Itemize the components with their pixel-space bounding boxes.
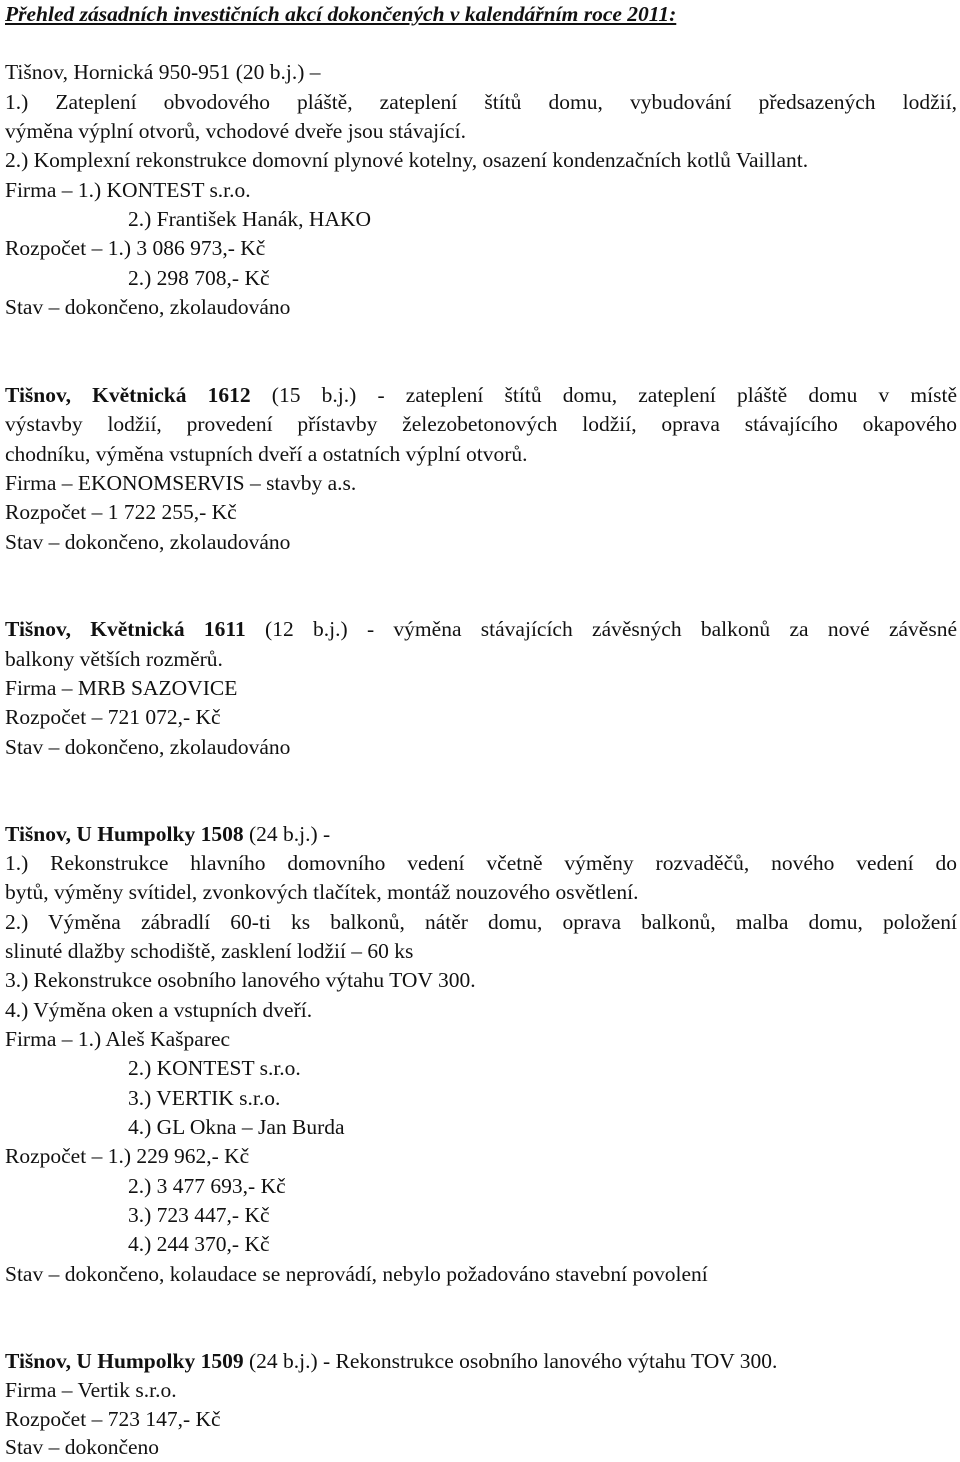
project-text-line: 2.) Výměna zábradlí 60-ti ks balkonů, nátěr domu, oprava balkonů, malba domu, položení — [5, 910, 957, 934]
budget-line: 3.) 723 447,- Kč — [128, 1203, 270, 1227]
project-text-line: chodníku, výměna vstupních dveří a ostatních výplní otvorů. — [5, 442, 528, 466]
contractor-line: Firma – Vertik s.r.o. — [5, 1378, 177, 1402]
budget-line: Rozpočet – 721 072,- Kč — [5, 705, 221, 729]
budget-line: 4.) 244 370,- Kč — [128, 1232, 270, 1256]
budget-line: Rozpočet – 1.) 229 962,- Kč — [5, 1144, 250, 1168]
contractor-line: Firma – MRB SAZOVICE — [5, 676, 238, 700]
budget-line: Rozpočet – 1.) 3 086 973,- Kč — [5, 236, 266, 260]
project-description: (15 b.j.) - zateplení štítů domu, zateplení pláště domu v místě — [250, 383, 957, 407]
status-line: Stav – dokončeno, zkolaudováno — [5, 735, 291, 759]
contractor-line: Firma – 1.) KONTEST s.r.o. — [5, 178, 251, 202]
project-heading — [5, 1347, 777, 1376]
contractor-line: Firma – EKONOMSERVIS – stavby a.s. — [5, 471, 357, 495]
project-text-line: 4.) Výměna oken a vstupních dveří. — [5, 998, 313, 1022]
project-text-line: 2.) Komplexní rekonstrukce domovní plynové kotelny, osazení kondenzačních kotlů Vaillant. — [5, 148, 809, 172]
budget-line: Rozpočet – 723 147,- Kč — [5, 1407, 221, 1431]
project-text-line: slinuté dlažby schodiště, zasklení lodžií – 60 ks — [5, 939, 414, 963]
contractor-line: 3.) VERTIK s.r.o. — [128, 1086, 281, 1110]
project-address: Tišnov, Květnická 1612 — [5, 383, 251, 407]
status-line: Stav – dokončeno, zkolaudováno — [5, 530, 291, 554]
document-title: Přehled zásadních investičních akcí dokončených v kalendářním roce 2011: — [5, 2, 677, 26]
budget-line: Rozpočet – 1 722 255,- Kč — [5, 500, 237, 524]
budget-line: 2.) 298 708,- Kč — [128, 266, 270, 290]
project-description: (12 b.j.) - výměna stávajících závěsných balkonů za nové závěsné — [245, 617, 957, 641]
status-line: Stav – dokončeno — [5, 1435, 160, 1459]
project-text-line: 1.) Rekonstrukce hlavního domovního vedení včetně výměny rozvaděčů, nového vedení do — [5, 851, 957, 875]
contractor-line: 2.) KONTEST s.r.o. — [128, 1056, 301, 1080]
project-text-line: bytů, výměny svítidel, zvonkových tlačítek, montáž nouzového osvětlení. — [5, 880, 639, 904]
project-address: Tišnov, U Humpolky 1508 — [5, 822, 244, 846]
contractor-line: 2.) František Hanák, HAKO — [128, 207, 372, 231]
budget-line: 2.) 3 477 693,- Kč — [128, 1174, 286, 1198]
project-heading — [5, 381, 957, 410]
project-text-line: výměna výplní otvorů, vchodové dveře jsou stávající. — [5, 119, 466, 143]
project-address: Tišnov, U Humpolky 1509 — [5, 1349, 244, 1373]
project-text-line: 3.) Rekonstrukce osobního lanového výtahu TOV 300. — [5, 968, 476, 992]
contractor-line: Firma – 1.) Aleš Kašparec — [5, 1027, 231, 1051]
project-address: Tišnov, Květnická 1611 — [5, 617, 246, 641]
project-text-line: 1.) Zateplení obvodového pláště, zateplení štítů domu, vybudování předsazených lodžií, — [5, 90, 957, 114]
project-description: (24 b.j.) - Rekonstrukce osobního lanového výtahu TOV 300. — [243, 1349, 778, 1373]
project-description: (24 b.j.) - — [243, 822, 331, 846]
project-heading — [5, 820, 330, 849]
contractor-line: 4.) GL Okna – Jan Burda — [128, 1115, 345, 1139]
project-text-line: balkony větších rozměrů. — [5, 647, 223, 671]
status-line: Stav – dokončeno, zkolaudováno — [5, 295, 291, 319]
project-text-line: výstavby lodžií, provedení přístavby železobetonových lodžií, oprava stávajícího okapového — [5, 412, 957, 436]
project-heading: Tišnov, Hornická 950-951 (20 b.j.) – — [5, 60, 321, 84]
project-heading — [5, 615, 957, 644]
status-line: Stav – dokončeno, kolaudace se neprovádí, nebylo požadováno stavební povolení — [5, 1262, 708, 1286]
